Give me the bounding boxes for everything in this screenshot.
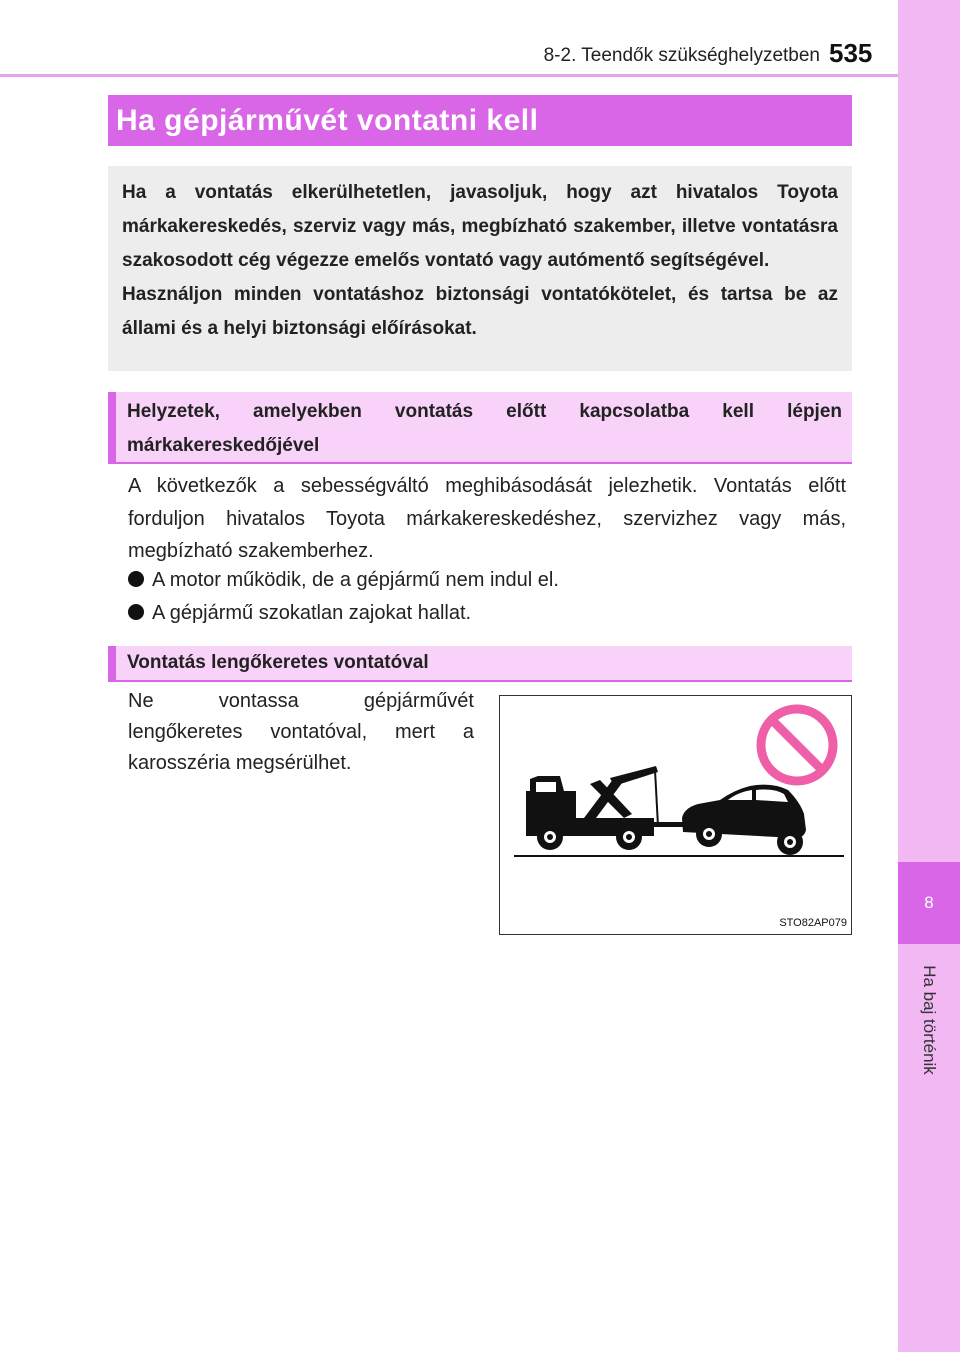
page-number: 535 xyxy=(829,38,873,68)
bullet-text: A motor működik, de a gépjármű nem indul el. xyxy=(152,569,559,591)
bullet-text: A gépjármű szokatlan zajokat hallat. xyxy=(152,602,472,624)
bullet-icon xyxy=(128,604,144,620)
body-paragraph-transmission: A következők a sebességváltó meghibásodását jelezhetik. Vontatás előtt forduljon hivatalos Toyota márkakereskedéshez, szervizhez vagy más, megbízható szakemberhez. xyxy=(128,475,846,562)
tow-illustration xyxy=(499,695,852,935)
section-heading-dealer xyxy=(108,392,852,464)
figure-code: STO82AP079 xyxy=(779,917,847,929)
section-heading-dealer-text: Helyzetek, amelyekben vontatás előtt kapcsolatba kell lépjen márkakereskedőjével xyxy=(127,401,842,456)
bullet-item xyxy=(128,597,471,629)
tow-truck-icon xyxy=(526,766,686,850)
page-title xyxy=(108,95,852,146)
car-icon xyxy=(682,785,806,855)
page-title-text: Ha gépjárművét vontatni kell xyxy=(116,103,539,137)
prohibition-icon xyxy=(761,709,833,781)
section-heading-sling-tow xyxy=(108,646,852,682)
bullet-icon xyxy=(128,571,144,587)
section-heading-sling-tow-text: Vontatás lengőkeretes vontatóval xyxy=(127,652,429,673)
sidebar-tab xyxy=(898,0,960,1352)
section-title: 8-2. Teendők szükséghelyzetben xyxy=(543,45,820,66)
caution-paragraph-1: Ha a vontatás elkerülhetetlen, javasoljuk, hogy azt hivatalos Toyota márkakereskedés, szerviz vagy más, megbízható szakember, illetve vontatásra szakosodott cég végezze emelős vontató vagy autómentő segítségével. xyxy=(122,182,838,271)
header-rule xyxy=(0,74,898,77)
chapter-number: 8 xyxy=(898,862,960,944)
caution-box xyxy=(108,166,852,371)
chapter-title: Ha baj történik xyxy=(920,965,939,1075)
body-paragraph-sling-tow: Ne vontassa gépjárművét lengőkeretes vontatóval, mert a karosszéria megsérülhet. xyxy=(128,690,474,774)
caution-paragraph-2: Használjon minden vontatáshoz biztonsági vontatókötelet, és tartsa be az állami és a helyi biztonsági előírásokat. xyxy=(122,284,838,339)
tow-illustration-svg xyxy=(500,696,853,936)
bullet-item xyxy=(128,564,559,596)
